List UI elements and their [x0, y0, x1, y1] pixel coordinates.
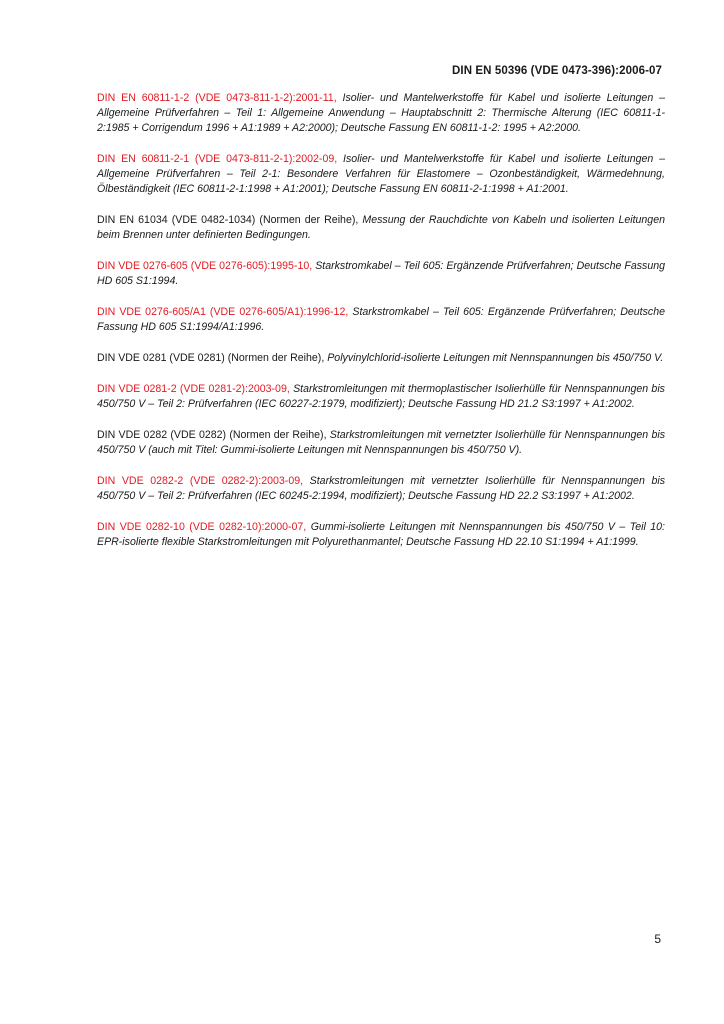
- reference-title: Polyvinylchlorid-isolierte Leitungen mit Nennspannungen bis 450/750 V.: [327, 352, 664, 364]
- reference-series-note: (Normen der Reihe),: [226, 429, 330, 441]
- reference-title: Gummi-isolierte Leitungen mit Nennspannungen bis 450/750 V – Teil 10: EPR-isolierte flexible Starkstromleitungen mit Polyurethanmantel; Deutsche Fassung HD 22.10 S1:1994 + A1:1999.: [97, 521, 665, 548]
- reference-title: Starkstromkabel – Teil 605: Ergänzende Prüfverfahren; Deutsche Fassung HD 605 S1:1994/A1:1996.: [97, 306, 666, 333]
- reference-title: Starkstromleitungen mit vernetzter Isolierhülle für Nennspannungen bis 450/750 V – Teil 2: Prüfverfahren (IEC 60245-2:1994, modifiziert); Deutsche Fassung HD 22.2 S3:1997 + A1:2002.: [97, 475, 665, 502]
- reference-entry: [97, 91, 665, 136]
- reference-series-note: (Normen der Reihe),: [224, 352, 328, 364]
- reference-code-link[interactable]: DIN EN 60811-1-2 (VDE 0473-811-1-2):2001-11,: [97, 92, 337, 104]
- reference-title: Starkstromleitungen mit vernetzter Isolierhülle für Nennspannungen bis 450/750 V (auch mit Titel: Gummi-isolierte Leitungen mit Nennspannungen bis 450/750 V).: [97, 429, 665, 456]
- reference-series-note: (Normen der Reihe),: [255, 214, 363, 226]
- reference-entry: [97, 152, 665, 197]
- reference-code: DIN EN 61034 (VDE 0482-1034): [97, 214, 256, 226]
- reference-title: Starkstromkabel – Teil 605: Ergänzende Prüfverfahren; Deutsche Fassung HD 605 S1:1994.: [97, 260, 665, 287]
- reference-entry: [97, 428, 665, 458]
- reference-entry: [97, 520, 665, 550]
- reference-code-link[interactable]: DIN VDE 0282-10 (VDE 0282-10):2000-07,: [97, 521, 307, 533]
- reference-title: Starkstromleitungen mit thermoplastischer Isolierhülle für Nennspannungen bis 450/750 V – Teil 2: Prüfverfahren (IEC 60227-2:1979, modifiziert); Deutsche Fassung HD 21.2 S3:1997 + A1:2002.: [97, 383, 665, 410]
- page-number: 5: [654, 932, 661, 946]
- reference-entry: [97, 351, 665, 366]
- reference-entry: [97, 474, 665, 504]
- reference-entry: [97, 382, 665, 412]
- reference-code-link[interactable]: DIN VDE 0281-2 (VDE 0281-2):2003-09,: [97, 383, 290, 395]
- reference-code-link[interactable]: DIN VDE 0276-605 (VDE 0276-605):1995-10,: [97, 260, 313, 272]
- reference-title: Messung der Rauchdichte von Kabeln und isolierten Leitungen beim Brennen unter definierten Bedingungen.: [97, 214, 665, 241]
- reference-code-link[interactable]: DIN EN 60811-2-1 (VDE 0473-811-2-1):2002-09,: [97, 153, 338, 165]
- reference-code-link[interactable]: DIN VDE 0276-605/A1 (VDE 0276-605/A1):1996-12,: [97, 306, 349, 318]
- reference-code: DIN VDE 0281 (VDE 0281): [97, 352, 225, 364]
- reference-entry: [97, 259, 665, 289]
- document-header: DIN EN 50396 (VDE 0473-396):2006-07: [452, 65, 662, 77]
- reference-title: Isolier- und Mantelwerkstoffe für Kabel und isolierte Leitungen – Allgemeine Prüfverfahren – Teil 2-1: Besondere Verfahren für Elastomere – Ozonbeständigkeit, Wärmedehnung, Ölbeständigkeit (IEC 60811-2-1:1998 + A1:2001); Deutsche Fassung EN 60811-2-1:1998 + A1:2001.: [97, 153, 665, 195]
- reference-code-link[interactable]: DIN VDE 0282-2 (VDE 0282-2):2003-09,: [97, 475, 304, 487]
- reference-title: Isolier- und Mantelwerkstoffe für Kabel und isolierte Leitungen – Allgemeine Prüfverfahren – Teil 1: Allgemeine Anwendung – Hauptabschnitt 2: Thermische Alterung (IEC 60811-1-2:1985 + Corrigendum 1996 + A1:1989 + A2:2000); Deutsche Fassung EN 60811-1-2: 1995 + A2:2000.: [97, 92, 665, 134]
- reference-entry: [97, 305, 665, 335]
- reference-entry: [97, 213, 665, 243]
- reference-code: DIN VDE 0282 (VDE 0282): [97, 429, 227, 441]
- normative-references-list: [97, 91, 665, 566]
